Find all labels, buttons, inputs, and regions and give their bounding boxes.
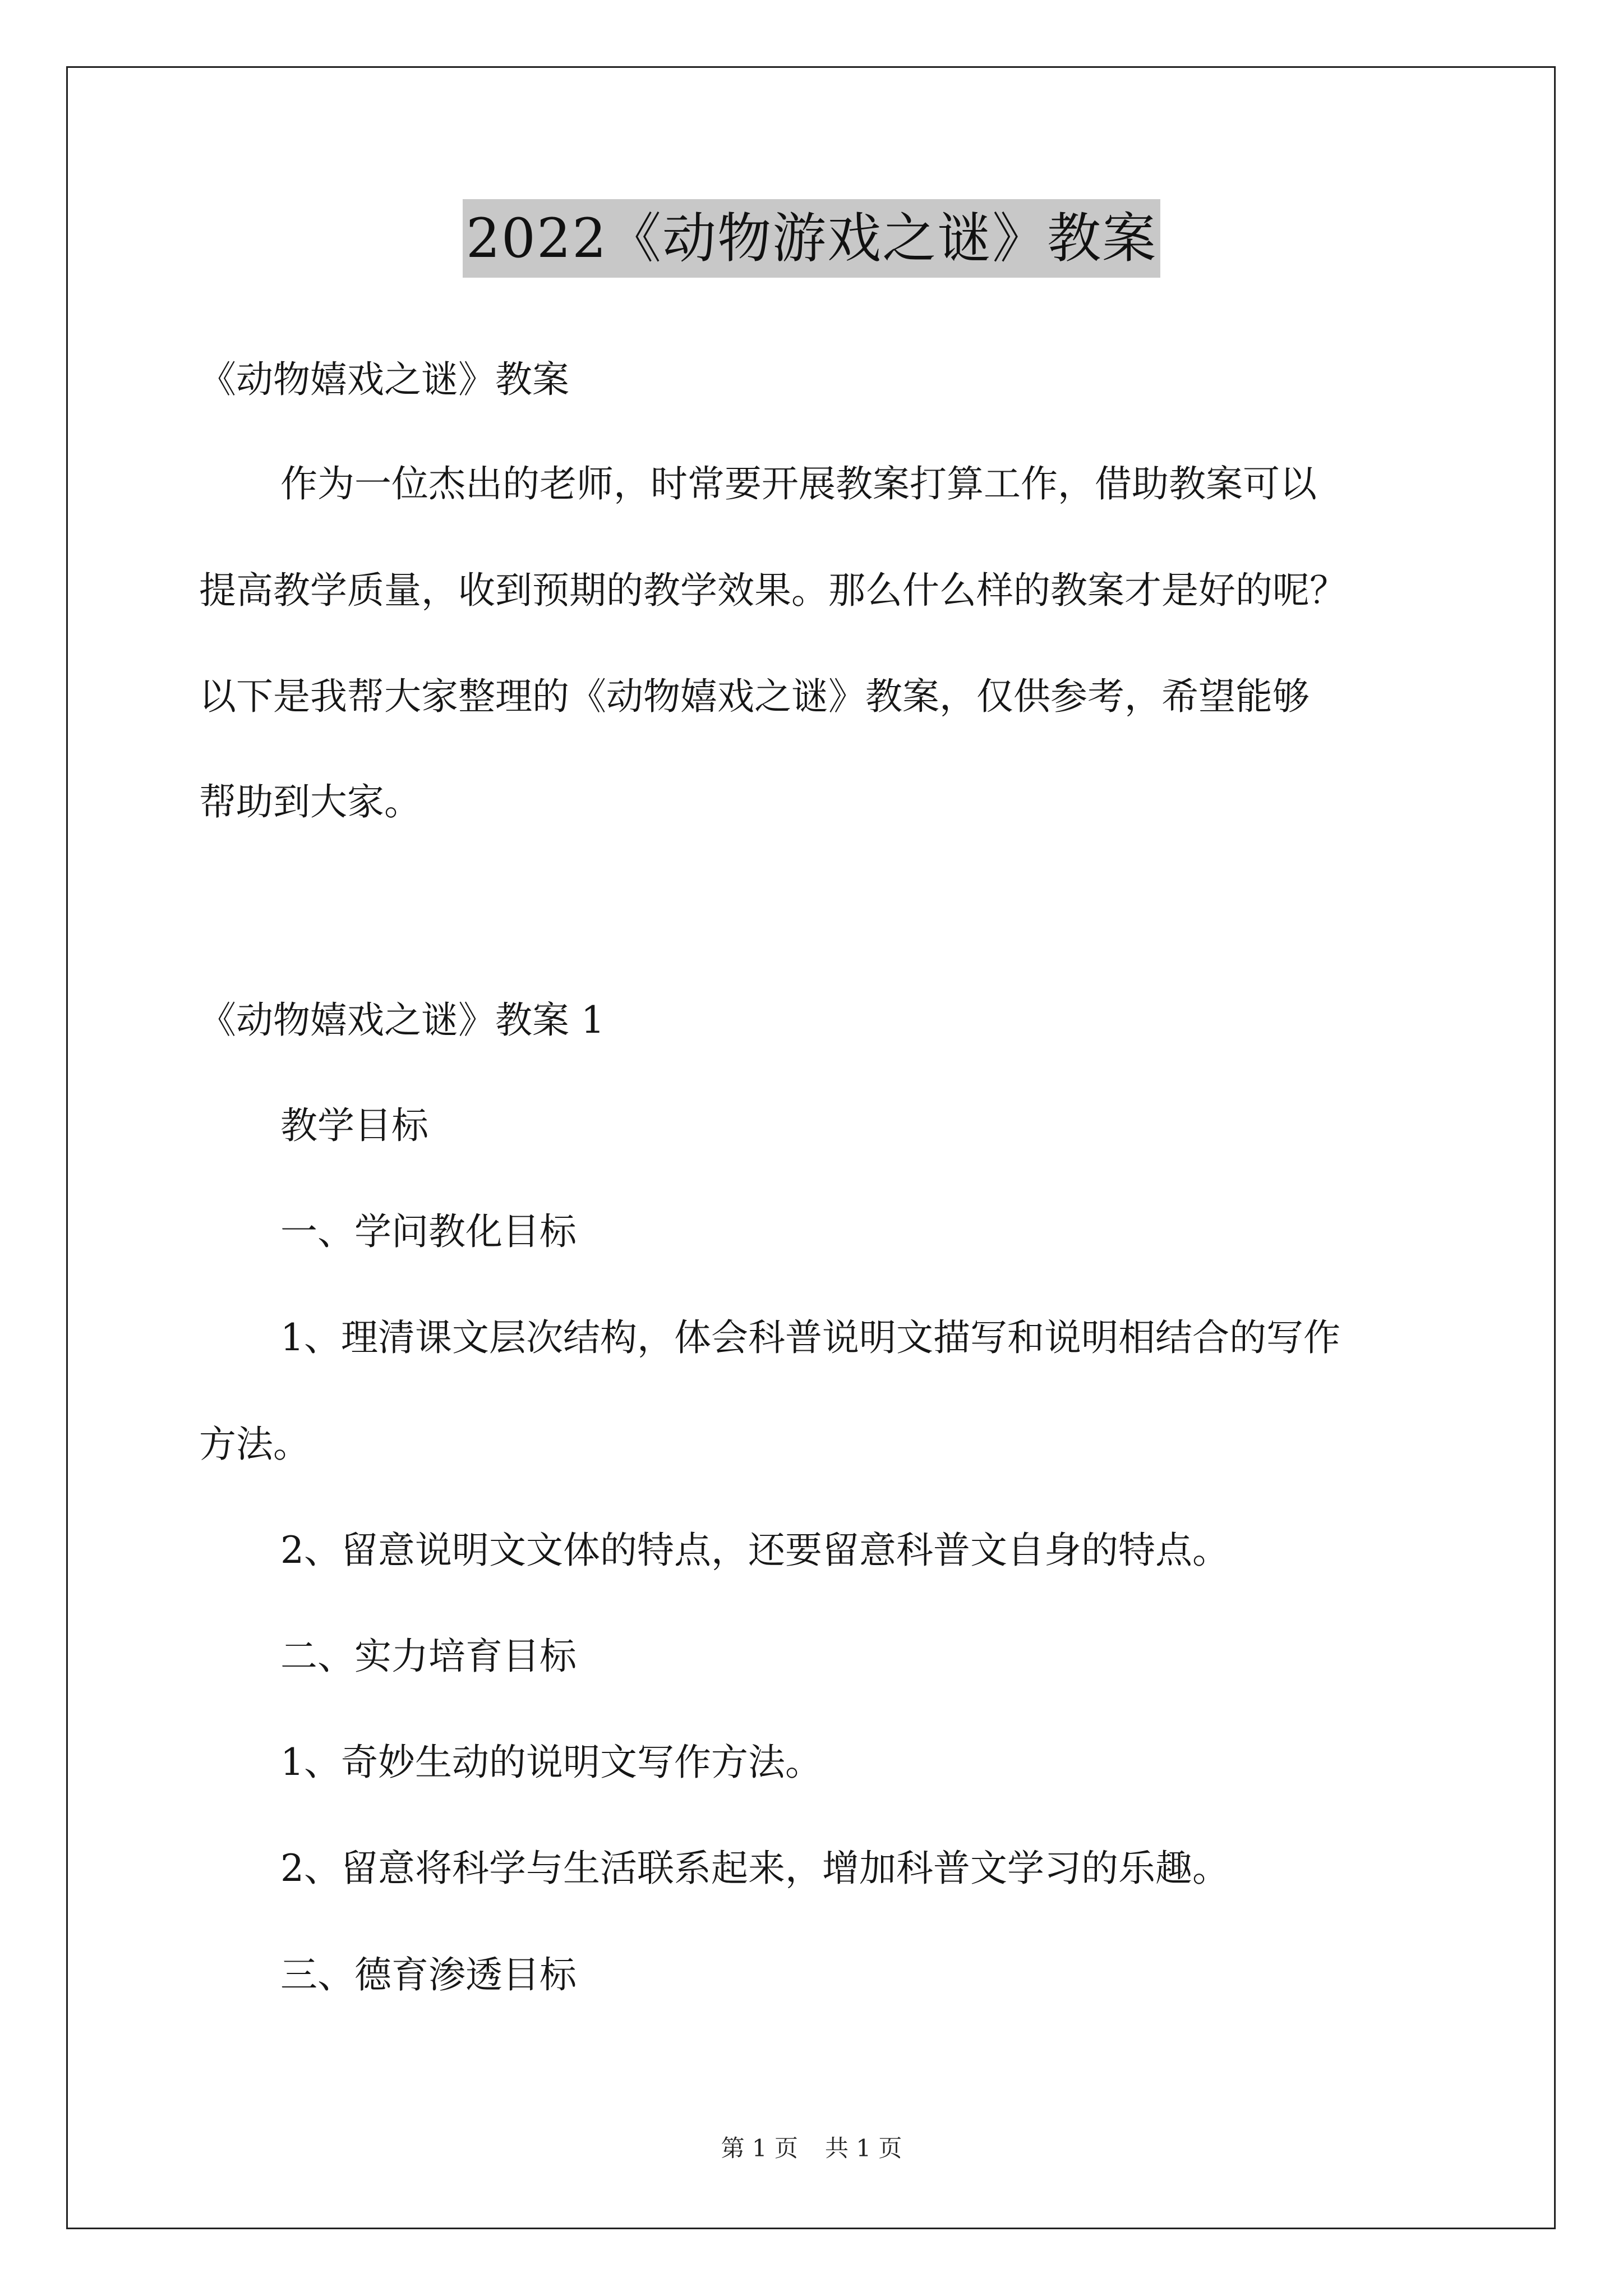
page-number-total: 共 1 页 [825,2134,902,2162]
section-heading: 《动物嬉戏之谜》教案 1 [199,999,605,1042]
objective-1-item-1: 1、理清课文层次结构，体会科普说明文描写和说明相结合的写作 [280,1316,1340,1359]
objective-1-item-1-cont: 方法。 [199,1423,310,1466]
document-title: 2022《动物游戏之谜》教案 [463,199,1160,278]
objective-1-heading: 一、学问教化目标 [280,1210,577,1253]
objective-1-item-2: 2、留意说明文文体的特点，还要留意科普文自身的特点。 [280,1529,1229,1572]
page-footer [0,2132,1623,2165]
title-wrap [0,199,1623,278]
objectives-heading: 教学目标 [280,1104,428,1147]
objective-3-heading: 三、德育渗透目标 [280,1953,577,1996]
intro-line-2: 提高教学质量，收到预期的教学效果。那么什么样的教案才是好的呢？ [199,569,1347,612]
intro-line-3: 以下是我帮大家整理的《动物嬉戏之谜》教案，仅供参考，希望能够 [199,675,1310,718]
objective-2-heading: 二、实力培育目标 [280,1635,577,1678]
objective-2-item-1: 1、奇妙生动的说明文写作方法。 [280,1741,822,1784]
intro-line-1: 作为一位杰出的老师，时常要开展教案打算工作，借助教案可以 [280,462,1317,505]
subtitle-line: 《动物嬉戏之谜》教案 [199,358,569,401]
objective-2-item-2: 2、留意将科学与生活联系起来，增加科普文学习的乐趣。 [280,1847,1229,1890]
intro-line-4: 帮助到大家。 [199,780,421,823]
page-number-current: 第 1 页 [721,2134,798,2162]
